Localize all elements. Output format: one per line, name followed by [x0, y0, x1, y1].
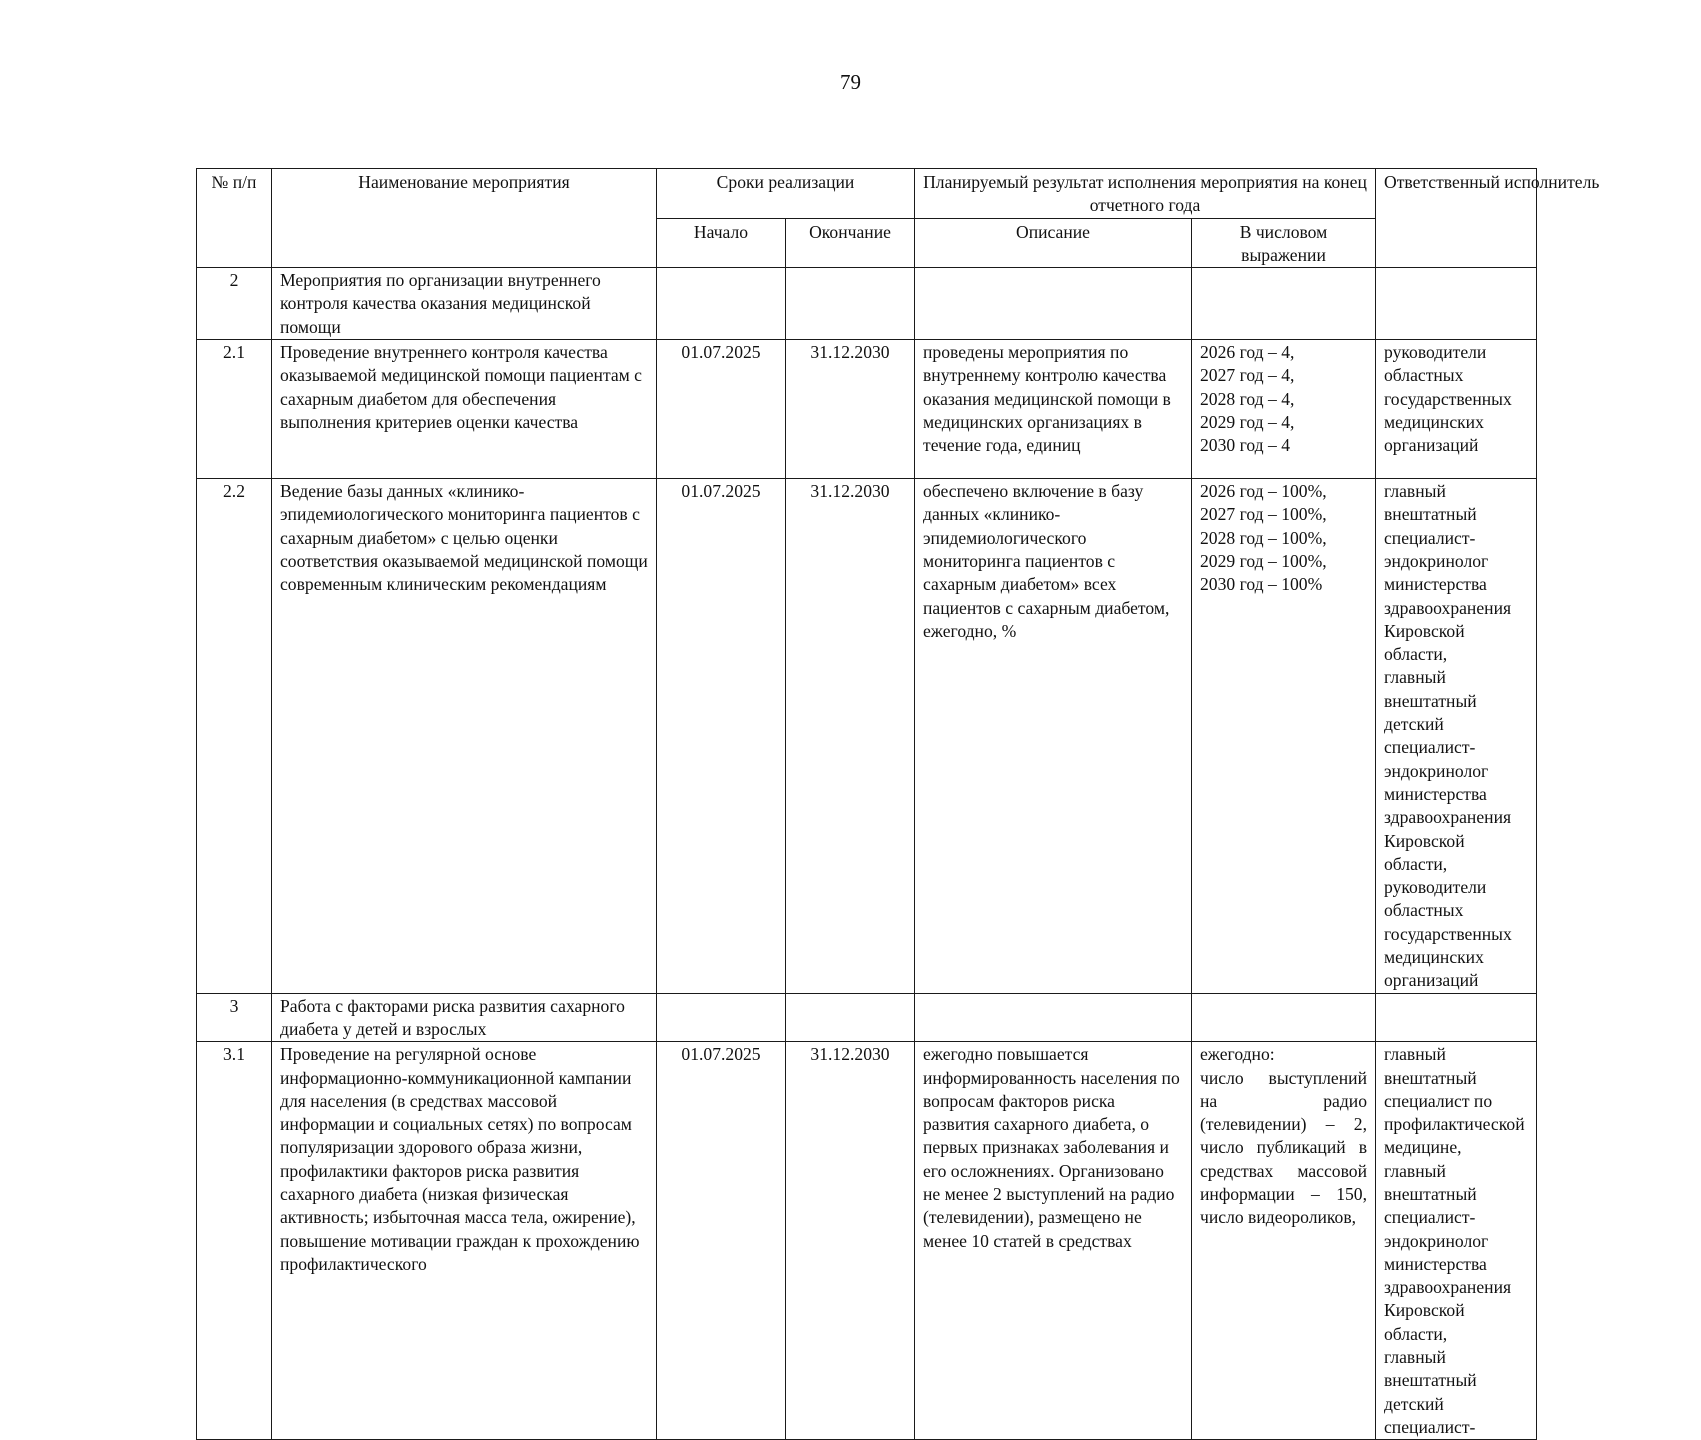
page-number: 79 — [840, 70, 861, 94]
row-description: ежегодно повышается информированность населения по вопросам факторов риска развития сахарного диабета, о первых признаках заболевания и его осложнениях. Организовано не менее 2 выступлений на радио (телевидении), размещено не менее 10 статей в средствах — [915, 1042, 1192, 1440]
row-numeric: 2026 год – 4, 2027 год – 4, 2028 год – 4, 2029 год – 4, 2030 год – 4 — [1192, 340, 1376, 479]
header-num: № п/п — [197, 169, 272, 268]
header-numeric: В числовом выражении — [1192, 218, 1376, 268]
row-start: 01.07.2025 — [657, 340, 786, 479]
table-header — [197, 169, 1600, 268]
header-start: Начало — [657, 218, 786, 268]
table-row — [197, 993, 1537, 1042]
row-start — [657, 993, 786, 1042]
row-description — [915, 268, 1192, 340]
row-name: Проведение на регулярной основе информационно-коммуникационной кампании для населения (в средствах массовой информации и социальных сетях) по вопросам популяризации здорового образа жизни, профилактики факторов риска развития сахарного диабета (низкая физическая активность; избыточная масса тела, ожирение), повышение мотивации граждан к прохождению профилактического — [272, 1042, 657, 1440]
row-num: 2.2 — [197, 479, 272, 994]
row-numeric — [1192, 993, 1376, 1042]
row-num: 2.1 — [197, 340, 272, 479]
row-end: 31.12.2030 — [786, 340, 915, 479]
row-numeric: 2026 год – 100%, 2027 год – 100%, 2028 год – 100%, 2029 год – 100%, 2030 год – 100% — [1192, 479, 1376, 994]
row-responsible: руководители областных государственных медицинских организаций — [1376, 340, 1537, 479]
row-numeric — [1192, 268, 1376, 340]
header-name: Наименование мероприятия — [272, 169, 657, 268]
row-description: проведены мероприятия по внутреннему контролю качества оказания медицинской помощи в медицинских организациях в течение года, единиц — [915, 340, 1192, 479]
row-name: Работа с факторами риска развития сахарного диабета у детей и взрослых — [272, 993, 657, 1042]
row-end: 31.12.2030 — [786, 479, 915, 994]
row-responsible: главный внештатный специалист-эндокринолог министерства здравоохранения Кировской области, главный внештатный детский специалист-эндокринолог министерства здравоохранения Кировской области, руководители областных государственных медицинских организаций — [1376, 479, 1537, 994]
row-end — [786, 268, 915, 340]
header-result: Планируемый результат исполнения мероприятия на конец отчетного года — [915, 169, 1376, 219]
header-end: Окончание — [786, 218, 915, 268]
row-numeric: ежегодно: число выступлений на радио (телевидении) – 2, число публикаций в средствах массовой информации – 150, число видеороликов, — [1192, 1042, 1376, 1440]
header-description: Описание — [915, 218, 1192, 268]
table-row — [197, 340, 1537, 479]
row-start: 01.07.2025 — [657, 479, 786, 994]
row-name: Проведение внутреннего контроля качества оказываемой медицинской помощи пациентам с сахарным диабетом для обеспечения выполнения критериев оценки качества — [272, 340, 657, 479]
row-name: Мероприятия по организации внутреннего контроля качества оказания медицинской помощи — [272, 268, 657, 340]
row-end — [786, 993, 915, 1042]
header-terms: Сроки реализации — [657, 169, 915, 219]
row-num: 3.1 — [197, 1042, 272, 1440]
row-description — [915, 993, 1192, 1042]
plan-table — [196, 168, 1600, 1440]
table-row — [197, 268, 1537, 340]
row-responsible — [1376, 993, 1537, 1042]
row-start — [657, 268, 786, 340]
table-row — [197, 1042, 1537, 1440]
row-start: 01.07.2025 — [657, 1042, 786, 1440]
table-row — [197, 479, 1537, 994]
row-responsible: главный внештатный специалист по профилактической медицине, главный внештатный специалист-эндокринолог министерства здравоохранения Кировской области, главный внештатный детский специалист- — [1376, 1042, 1537, 1440]
row-description: обеспечено включение в базу данных «клинико-эпидемиологического мониторинга пациентов с сахарным диабетом» всех пациентов с сахарным диабетом, ежегодно, % — [915, 479, 1192, 994]
row-end: 31.12.2030 — [786, 1042, 915, 1440]
row-num: 3 — [197, 993, 272, 1042]
header-responsible: Ответственный исполнитель — [1376, 169, 1537, 268]
row-name: Ведение базы данных «клинико-эпидемиологического мониторинга пациентов с сахарным диабетом» с целью оценки соответствия оказываемой медицинской помощи современным клиническим рекомендациям — [272, 479, 657, 994]
row-responsible — [1376, 268, 1537, 340]
row-num: 2 — [197, 268, 272, 340]
